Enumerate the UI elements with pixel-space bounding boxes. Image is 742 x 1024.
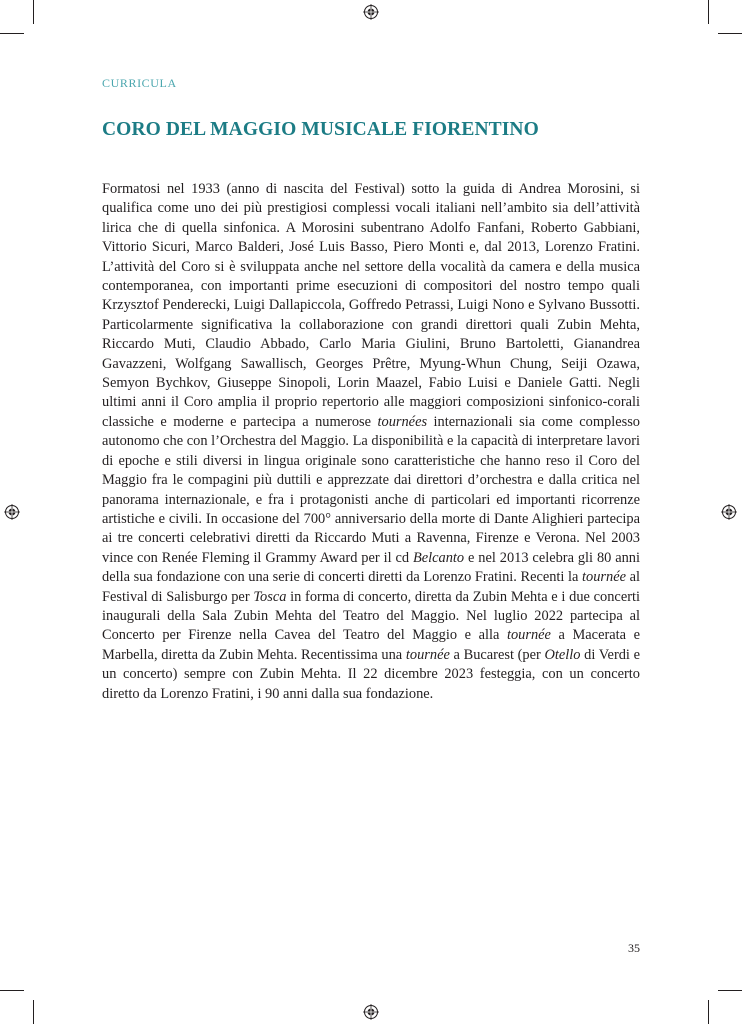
text-segment-italic: Belcanto xyxy=(412,549,465,566)
text-segment-italic: tournée xyxy=(506,627,551,644)
crop-mark-bottom-left-h xyxy=(0,990,24,991)
text-segment: Formatosi nel 1933 (anno di nascita del Festival) sotto la guida di Andrea Morosini, si qualifica come uno dei più prestigiosi complessi vocali italiani nell’ambito sia dell’attività lirica che di quella sinfonica. A Morosini subentrano Adolfo Fanfani, Roberto Gabbiani, Vittorio Sicuri, Marco Balderi, José Luis Basso, Piero Monti e, dal 2013, Lorenzo Fratini. L’attività del Coro si è sviluppata anche nel settore della vocalità da camera e della musica contemporanea, con importanti prime esecuzioni di compositori del nostro tempo quali Krzysztof Penderecki, Luigi Dallapiccola, Goffredo Petrassi, Luigi Nono e Sylvano Bussotti. Particolarmente significativa la collaborazione con grandi direttori quali Zubin Mehta, Riccardo Muti, Claudio Abbado, Carlo Maria Giulini, Bruno Bartoletti, Gianandrea Gavazzeni, Wolfgang Sawallisch, Georges Prêtre, Myung-Whun Chung, Seiji Ozawa, Semyon Bychkov, Giuseppe Sinopoli, Lorin Maazel, Fabio Luisi e Daniele Gatti. Negli ultimi anni il Coro amplia il proprio repertorio alle maggiori composizioni sinfonico-corali classiche e moderne e partecipa a numerose xyxy=(102,181,640,430)
crop-mark-bottom-left xyxy=(33,1000,34,1024)
page-title: CORO DEL MAGGIO MUSICALE FIORENTINO xyxy=(102,119,539,140)
crop-mark-top-left xyxy=(33,0,34,24)
text-segment-italic: Otello xyxy=(544,646,581,663)
page-number: 35 xyxy=(628,941,640,955)
text-segment: a Macerata e Marbella, diretta da Zubin Mehta. Recentissima una xyxy=(102,627,640,663)
registration-mark-icon xyxy=(721,504,737,520)
registration-mark-icon xyxy=(363,4,379,20)
text-segment: internazionali sia come complesso autonomo che con l’Orchestra del Maggio. La disponibilità e la capacità di interpretare lavori di epoche e stili diversi in lingua originale sono caratteristiche che hanno reso il Coro del Maggio fra le compagini più duttili e apprezzate dai direttori d’orchestra e dalla critica nel panorama internazionale, e fra i protagonisti anche di particolari ed importanti ricorrenze artistiche e civili. In occasione del 700° anniversario della morte di Dante Alighieri partecipa ai tre concerti celebrativi diretti da Riccardo Muti a Ravenna, Firenze e Verona. Nel 2003 vince con Renée Fleming il Grammy Award per il cd xyxy=(102,413,641,566)
text-segment: di Verdi e un concerto) sempre con Zubin Mehta. Il 22 dicembre 2023 festeggia, con un concerto diretto da Lorenzo Fratini, i 90 anni dalla sua fondazione. xyxy=(102,646,640,702)
section-label: CURRICULA xyxy=(102,76,177,90)
text-segment-italic: Tosca xyxy=(253,588,287,605)
text-segment-italic: tournées xyxy=(377,413,428,430)
registration-mark-icon xyxy=(363,1004,379,1020)
crop-mark-bottom-right-h xyxy=(718,990,742,991)
text-segment: e nel 2013 celebra gli 80 anni della sua fondazione con una serie di concerti diretti da Lorenzo Fratini. Recenti la xyxy=(102,549,641,586)
crop-mark-top-right xyxy=(708,0,709,24)
crop-mark-bottom-right xyxy=(708,1000,709,1024)
crop-mark-top-right-h xyxy=(718,33,742,34)
crop-mark-top-left-h xyxy=(0,33,24,34)
text-segment: a Bucarest (per xyxy=(449,646,545,663)
registration-mark-icon xyxy=(4,504,20,520)
text-segment: in forma di concerto, diretta da Zubin Mehta e i due concerti inaugurali della Sala Zubin Mehta del Teatro del Maggio. Nel luglio 2022 partecipa al Concerto per Firenze nella Cavea del Teatro del Maggio e alla xyxy=(102,588,640,644)
biography-paragraph xyxy=(102,180,640,704)
text-segment-italic: tournée xyxy=(582,569,627,586)
text-segment-italic: tournée xyxy=(405,646,450,663)
text-segment: al Festival di Salisburgo per xyxy=(102,569,641,605)
